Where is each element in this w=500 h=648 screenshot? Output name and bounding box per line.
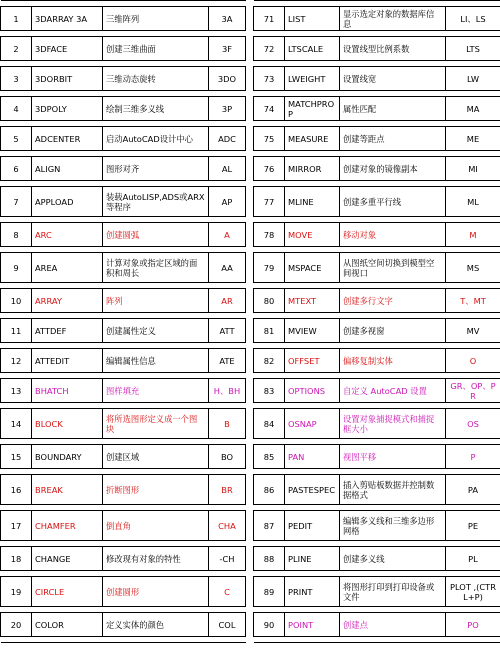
command-shortcut: BR [209,475,246,505]
command-description: 创建多视窗 [340,319,446,343]
column-gap [246,613,254,637]
command-name: ARC [32,223,103,247]
command-name: CHANGE [32,547,103,571]
column-gap [246,97,254,121]
table-row [1,97,500,121]
column-gap [246,547,254,571]
command-description: 设置线宽 [340,67,446,91]
command-description: 折断图形 [103,475,209,505]
command-name: LIST [285,7,340,31]
column-gap [246,289,254,313]
table-row [1,475,500,505]
command-shortcut: AP [209,187,246,217]
command-description: 创建等距点 [340,127,446,151]
command-number: 4 [1,97,32,121]
spacer-cell [340,637,446,643]
command-name: MLINE [285,187,340,217]
command-description: 插入剪贴板数据并控制数据格式 [340,475,446,505]
command-number: 8 [1,223,32,247]
command-shortcut: LI、LS [446,7,500,31]
command-description: 绘制三维多义线 [103,97,209,121]
command-shortcut: PL [446,547,500,571]
command-number: 18 [1,547,32,571]
command-description: 从图纸空间切换到模型空间视口 [340,253,446,283]
command-shortcut: -CH [209,547,246,571]
command-shortcut: MA [446,97,500,121]
command-number: 7 [1,187,32,217]
column-gap [246,37,254,61]
command-number: 1 [1,7,32,31]
command-name: MIRROR [285,157,340,181]
command-name: 3DPOLY [32,97,103,121]
table-row [1,7,500,31]
command-number: 75 [254,127,285,151]
command-name: PASTESPEC [285,475,340,505]
command-description: 创建圆弧 [103,223,209,247]
command-name: 3DARRAY 3A [32,7,103,31]
command-number: 11 [1,319,32,343]
command-name: COLOR [32,613,103,637]
command-shortcut: ADC [209,127,246,151]
command-number: 13 [1,379,32,403]
command-shortcut: PA [446,475,500,505]
command-number: 10 [1,289,32,313]
command-description: 创建多义线 [340,547,446,571]
column-gap [246,379,254,403]
command-description: 创建圆形 [103,577,209,607]
command-number: 15 [1,445,32,469]
table-row [1,613,500,637]
command-name: MSPACE [285,253,340,283]
column-gap [246,187,254,217]
command-shortcut: M [446,223,500,247]
command-shortcut: ATT [209,319,246,343]
column-gap [246,577,254,607]
column-gap [246,7,254,31]
command-description: 创建多重平行线 [340,187,446,217]
command-description: 创建区域 [103,445,209,469]
command-description: 创建多行文字 [340,289,446,313]
command-number: 78 [254,223,285,247]
command-name: PRINT [285,577,340,607]
command-name: BREAK [32,475,103,505]
command-shortcut: O [446,349,500,373]
table-row [1,187,500,217]
command-number: 9 [1,253,32,283]
table-row [1,445,500,469]
command-name: BLOCK [32,409,103,439]
command-number: 86 [254,475,285,505]
command-description: 三维阵列 [103,7,209,31]
command-number: 12 [1,349,32,373]
command-number: 71 [254,7,285,31]
command-shortcut: COL [209,613,246,637]
command-description: 显示选定对象的数据库信息 [340,7,446,31]
table-row [1,37,500,61]
command-number: 76 [254,157,285,181]
command-shortcut: ME [446,127,500,151]
column-gap [246,511,254,541]
command-description: 将图形打印到打印设备或文件 [340,577,446,607]
command-description: 编辑多义线和三维多边形网格 [340,511,446,541]
command-number: 84 [254,409,285,439]
command-shortcut: MV [446,319,500,343]
command-number: 82 [254,349,285,373]
command-shortcut: AR [209,289,246,313]
command-name: LTSCALE [285,37,340,61]
command-description: 移动对象 [340,223,446,247]
command-description: 创建对象的镜像副本 [340,157,446,181]
command-name: CIRCLE [32,577,103,607]
command-description: 偏移复制实体 [340,349,446,373]
command-number: 85 [254,445,285,469]
command-name: CHAMFER [32,511,103,541]
command-description: 阵列 [103,289,209,313]
row-spacer [1,637,500,643]
command-name: ARRAY [32,289,103,313]
command-description: 三维动态旋转 [103,67,209,91]
command-shortcut: PLOT ,(CTRL+P) [446,577,500,607]
command-name: MTEXT [285,289,340,313]
command-name: MVIEW [285,319,340,343]
command-number: 88 [254,547,285,571]
table-row [1,67,500,91]
column-gap [246,157,254,181]
table-row [1,511,500,541]
column-gap [246,127,254,151]
table-row [1,157,500,181]
command-shortcut: 3DO [209,67,246,91]
command-name: PAN [285,445,340,469]
column-gap [246,445,254,469]
table-row [1,409,500,439]
command-shortcut: C [209,577,246,607]
table-row [1,577,500,607]
command-description: 计算对象或指定区域的面积和周长 [103,253,209,283]
command-number: 77 [254,187,285,217]
command-shortcut: B [209,409,246,439]
command-shortcut: AL [209,157,246,181]
command-number: 2 [1,37,32,61]
command-shortcut: LTS [446,37,500,61]
command-number: 19 [1,577,32,607]
command-shortcut: T、MT [446,289,500,313]
command-description: 编辑属性信息 [103,349,209,373]
command-name: OSNAP [285,409,340,439]
spacer-cell [285,637,340,643]
command-shortcut: PE [446,511,500,541]
spacer-cell [103,637,209,643]
command-description: 设置线型比例系数 [340,37,446,61]
command-shortcut: 3A [209,7,246,31]
command-shortcut: LW [446,67,500,91]
command-name: MOVE [285,223,340,247]
command-number: 3 [1,67,32,91]
column-gap [246,223,254,247]
command-name: BHATCH [32,379,103,403]
command-number: 16 [1,475,32,505]
command-shortcut: 3P [209,97,246,121]
command-description: 自定义 AutoCAD 设置 [340,379,446,403]
column-gap [246,475,254,505]
command-description: 属性匹配 [340,97,446,121]
table-row [1,223,500,247]
command-name: AREA [32,253,103,283]
command-shortcut: BO [209,445,246,469]
command-name: MEASURE [285,127,340,151]
command-name: POINT [285,613,340,637]
command-description: 视图平移 [340,445,446,469]
column-gap [246,67,254,91]
command-description: 将所选图形定义成一个图块 [103,409,209,439]
command-description: 创建三维曲面 [103,37,209,61]
table-row [1,547,500,571]
command-number: 17 [1,511,32,541]
command-name: 3DORBIT [32,67,103,91]
table-row [1,289,500,313]
command-name: APPLOAD [32,187,103,217]
table-row [1,349,500,373]
spacer-cell [246,637,254,643]
command-shortcut: P [446,445,500,469]
command-shortcut: AA [209,253,246,283]
command-number: 74 [254,97,285,121]
command-name: ATTDEF [32,319,103,343]
command-description: 图形对齐 [103,157,209,181]
spacer-cell [209,637,246,643]
command-shortcut: A [209,223,246,247]
command-number: 5 [1,127,32,151]
command-name: BOUNDARY [32,445,103,469]
command-name: ADCENTER [32,127,103,151]
command-name: OFFSET [285,349,340,373]
table-row [1,379,500,403]
spacer-cell [32,637,103,643]
command-description: 创建属性定义 [103,319,209,343]
table-row [1,319,500,343]
command-name: OPTIONS [285,379,340,403]
spacer-cell [1,637,32,643]
command-shortcut: 3F [209,37,246,61]
command-number: 72 [254,37,285,61]
command-name: ALIGN [32,157,103,181]
command-name: ATTEDIT [32,349,103,373]
column-gap [246,409,254,439]
command-number: 87 [254,511,285,541]
column-gap [246,319,254,343]
command-description: 装载AutoLISP,ADS或ARX等程序 [103,187,209,217]
command-description: 创建点 [340,613,446,637]
spacer-cell [446,637,500,643]
command-number: 81 [254,319,285,343]
command-shortcut: CHA [209,511,246,541]
command-description: 倒直角 [103,511,209,541]
command-number: 73 [254,67,285,91]
command-shortcut: OS [446,409,500,439]
command-description: 启动AutoCAD设计中心 [103,127,209,151]
command-shortcut: MS [446,253,500,283]
column-gap [246,253,254,283]
command-name: LWEIGHT [285,67,340,91]
spacer-cell [254,637,285,643]
command-number: 89 [254,577,285,607]
command-number: 6 [1,157,32,181]
command-shortcut: ML [446,187,500,217]
command-shortcut: H、BH [209,379,246,403]
command-description: 图样填充 [103,379,209,403]
command-shortcut: GR、OP、PR [446,379,500,403]
command-name: MATCHPROP [285,97,340,121]
command-shortcut: MI [446,157,500,181]
command-shortcut: ATE [209,349,246,373]
command-number: 90 [254,613,285,637]
command-number: 83 [254,379,285,403]
command-description: 设置对象捕捉模式和捕捉框大小 [340,409,446,439]
command-description: 修改现有对象的特性 [103,547,209,571]
table-row [1,127,500,151]
command-number: 20 [1,613,32,637]
command-number: 80 [254,289,285,313]
command-number: 14 [1,409,32,439]
command-name: PEDIT [285,511,340,541]
table-row [1,253,500,283]
command-shortcut: PO [446,613,500,637]
table-body [1,1,500,643]
command-number: 79 [254,253,285,283]
column-gap [246,349,254,373]
command-name: PLINE [285,547,340,571]
command-name: 3DFACE [32,37,103,61]
command-description: 定义实体的颜色 [103,613,209,637]
